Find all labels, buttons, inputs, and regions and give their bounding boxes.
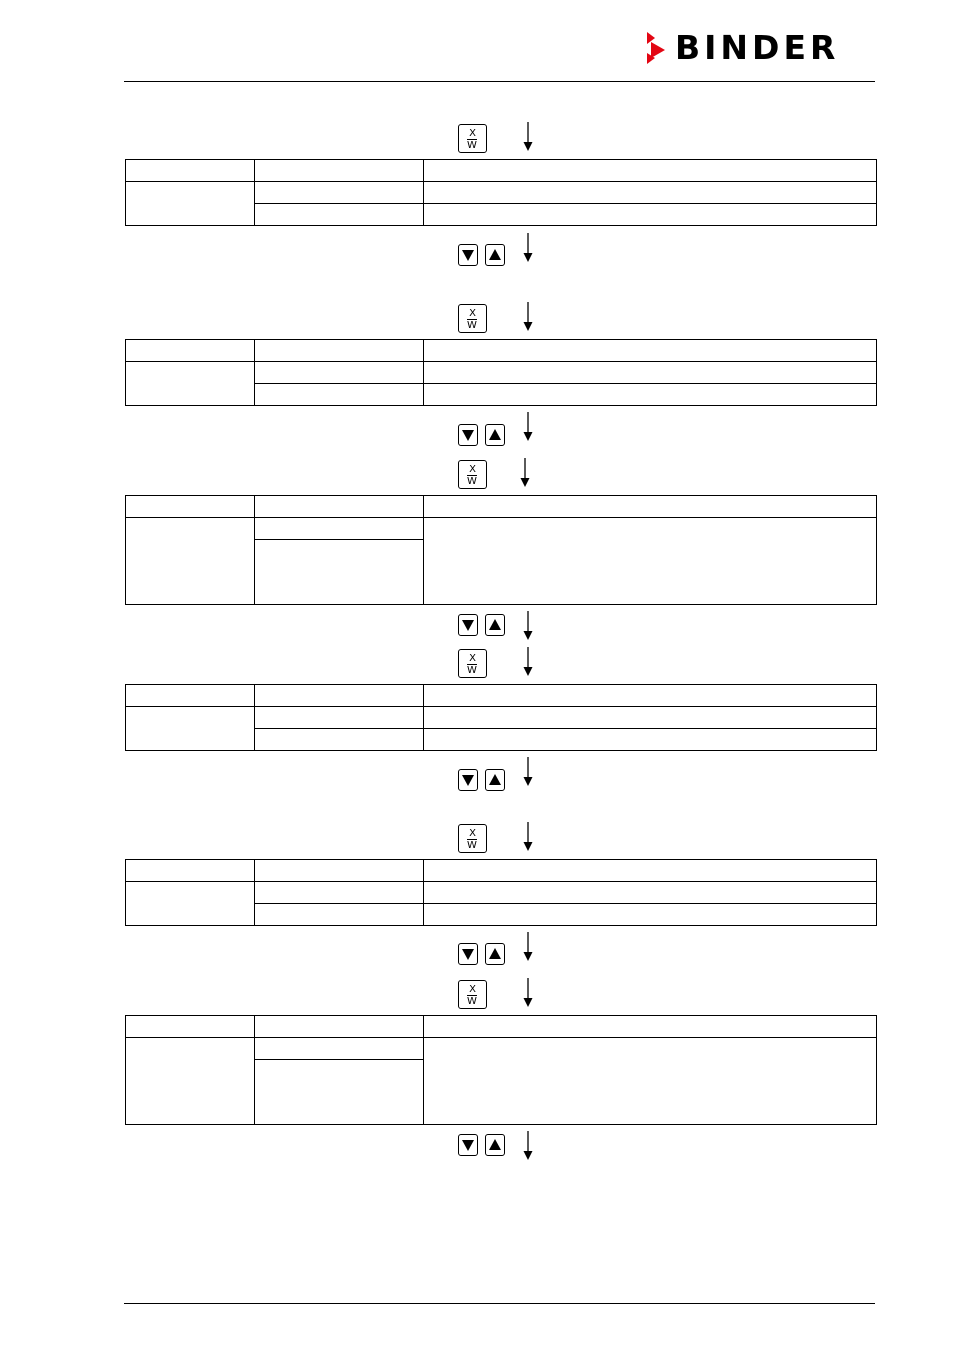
- table-cell: [424, 685, 877, 707]
- table-cell: [424, 729, 877, 751]
- key-xw-icon[interactable]: [458, 649, 487, 678]
- table-cell: [255, 384, 424, 406]
- table-cell: [126, 518, 255, 605]
- parameter-table-6: [125, 1015, 877, 1125]
- parameter-table-3: [125, 495, 877, 605]
- key-w-label: W: [467, 996, 477, 1007]
- table-cell: [126, 882, 255, 926]
- table-cell: [255, 518, 424, 540]
- arrow-down-icon: [522, 822, 534, 852]
- table-cell: [126, 860, 255, 882]
- arrow-down-icon: [522, 978, 534, 1008]
- key-up-icon[interactable]: [485, 769, 505, 791]
- table-cell: [255, 182, 424, 204]
- arrow-down-icon: [522, 647, 534, 677]
- table-cell: [255, 496, 424, 518]
- key-down-icon[interactable]: [458, 1134, 478, 1156]
- table-cell: [126, 707, 255, 751]
- arrow-down-icon: [522, 932, 534, 962]
- table-cell: [255, 685, 424, 707]
- table-cell: [424, 707, 877, 729]
- table-cell: [255, 362, 424, 384]
- table-cell: [126, 340, 255, 362]
- table-cell: [424, 904, 877, 926]
- key-w-label: W: [467, 665, 477, 676]
- parameter-table-1: [125, 159, 877, 226]
- key-w-label: W: [467, 140, 477, 151]
- table-cell: [255, 540, 424, 605]
- key-x-label: X: [469, 828, 476, 839]
- key-up-icon[interactable]: [485, 424, 505, 446]
- table-cell: [424, 1038, 877, 1125]
- table-cell: [255, 204, 424, 226]
- table-cell: [255, 1016, 424, 1038]
- binder-logo: [645, 30, 839, 66]
- table-cell: [424, 340, 877, 362]
- table-cell: [424, 362, 877, 384]
- arrow-down-icon: [522, 611, 534, 641]
- arrow-down-icon: [522, 1131, 534, 1161]
- key-x-label: X: [469, 653, 476, 664]
- table-cell: [255, 1038, 424, 1060]
- header-rule: [124, 81, 875, 82]
- key-w-label: W: [467, 476, 477, 487]
- table-cell: [424, 384, 877, 406]
- table-cell: [255, 860, 424, 882]
- table-cell: [126, 362, 255, 406]
- arrow-down-icon: [522, 302, 534, 332]
- key-up-icon[interactable]: [485, 1134, 505, 1156]
- table-cell: [424, 1016, 877, 1038]
- arrow-down-icon: [522, 233, 534, 263]
- key-down-icon[interactable]: [458, 244, 478, 266]
- footer-rule: [124, 1303, 875, 1304]
- key-w-label: W: [467, 840, 477, 851]
- brand-name: BINDER: [675, 28, 840, 67]
- table-cell: [126, 1038, 255, 1125]
- table-cell: [126, 160, 255, 182]
- parameter-table-4: [125, 684, 877, 751]
- table-cell: [255, 729, 424, 751]
- key-up-icon[interactable]: [485, 943, 505, 965]
- table-cell: [424, 182, 877, 204]
- key-xw-icon[interactable]: [458, 824, 487, 853]
- table-cell: [126, 182, 255, 226]
- table-cell: [255, 340, 424, 362]
- key-up-icon[interactable]: [485, 244, 505, 266]
- key-x-label: X: [469, 308, 476, 319]
- key-x-label: X: [469, 464, 476, 475]
- arrow-down-icon: [522, 757, 534, 787]
- table-cell: [424, 882, 877, 904]
- table-cell: [126, 685, 255, 707]
- key-x-label: X: [469, 128, 476, 139]
- table-cell: [255, 160, 424, 182]
- table-cell: [255, 707, 424, 729]
- key-xw-icon[interactable]: [458, 460, 487, 489]
- table-cell: [126, 496, 255, 518]
- parameter-table-5: [125, 859, 877, 926]
- key-xw-icon[interactable]: [458, 980, 487, 1009]
- table-cell: [255, 904, 424, 926]
- arrow-down-icon: [522, 412, 534, 442]
- key-down-icon[interactable]: [458, 769, 478, 791]
- binder-logo-mark-icon: [645, 31, 667, 65]
- arrow-down-icon: [522, 122, 534, 152]
- key-down-icon[interactable]: [458, 614, 478, 636]
- table-cell: [424, 496, 877, 518]
- key-xw-icon[interactable]: [458, 124, 487, 153]
- key-xw-icon[interactable]: [458, 304, 487, 333]
- table-cell: [424, 860, 877, 882]
- table-cell: [126, 1016, 255, 1038]
- table-cell: [424, 204, 877, 226]
- table-cell: [255, 882, 424, 904]
- arrow-down-icon: [519, 458, 531, 488]
- key-down-icon[interactable]: [458, 424, 478, 446]
- key-up-icon[interactable]: [485, 614, 505, 636]
- parameter-table-2: [125, 339, 877, 406]
- key-w-label: W: [467, 320, 477, 331]
- table-cell: [424, 518, 877, 605]
- key-x-label: X: [469, 984, 476, 995]
- table-cell: [424, 160, 877, 182]
- key-down-icon[interactable]: [458, 943, 478, 965]
- table-cell: [255, 1060, 424, 1125]
